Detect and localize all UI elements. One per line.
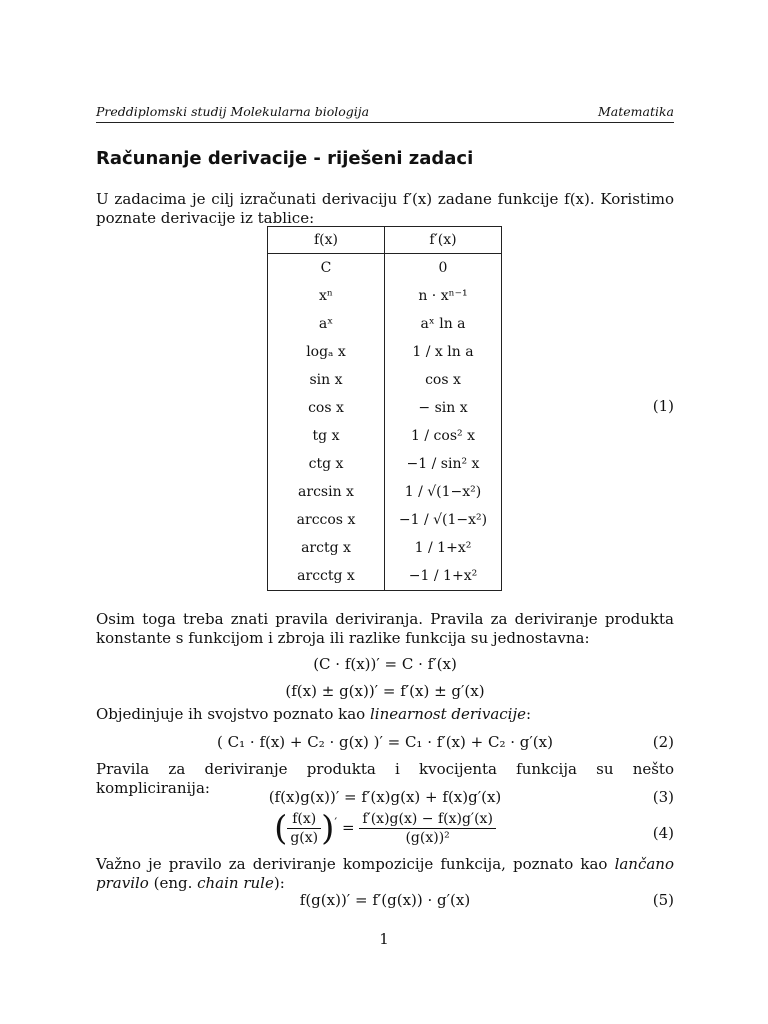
equation-number-4: (4) xyxy=(652,824,674,842)
table-cell: xⁿ xyxy=(268,282,385,310)
equation-sum-rule: (f(x) ± g(x))′ = f′(x) ± g′(x) xyxy=(285,682,485,700)
table-cell: 0 xyxy=(385,254,502,283)
text: : xyxy=(526,705,532,723)
table-cell: − sin x xyxy=(385,394,502,422)
table-cell: arctg x xyxy=(268,534,385,562)
table-cell: 1 / x ln a xyxy=(385,338,502,366)
text: (eng. xyxy=(148,874,198,892)
text: ): xyxy=(273,874,285,892)
equation-chain-rule: f(g(x))′ = f′(g(x)) · g′(x) xyxy=(299,891,471,909)
equation-product-rule: (f(x)g(x))′ = f′(x)g(x) + f(x)g′(x) xyxy=(268,788,502,806)
equation-constant-rule: (C · f(x))′ = C · f′(x) xyxy=(313,655,457,673)
table-cell: sin x xyxy=(268,366,385,394)
equation-number-2: (2) xyxy=(652,733,674,751)
table-head-f: f(x) xyxy=(268,227,385,254)
equation-number-1: (1) xyxy=(652,397,674,415)
header-right: Matematika xyxy=(597,104,674,119)
table-cell: ctg x xyxy=(268,450,385,478)
linearity-paragraph xyxy=(96,705,674,724)
table-cell: aˣ xyxy=(268,310,385,338)
table-cell: 1 / 1+x² xyxy=(385,534,502,562)
lhs-denominator: g(x) xyxy=(290,830,319,846)
rhs-denominator: (g(x))² xyxy=(405,830,450,846)
table-cell: cos x xyxy=(268,394,385,422)
intro-paragraph: U zadacima je cilj izračunati derivaciju f′(x) zadane funkcije f(x). Koristimo poznate derivacije iz tablice: xyxy=(96,190,674,227)
table-cell: aˣ ln a xyxy=(385,310,502,338)
header-rule xyxy=(96,122,674,123)
table-cell: 1 / cos² x xyxy=(385,422,502,450)
equation-quotient-rule xyxy=(96,810,674,847)
table-cell: arcctg x xyxy=(268,562,385,591)
chain-rule-paragraph xyxy=(96,855,674,893)
rhs-fraction xyxy=(359,810,496,847)
table-cell: −1 / 1+x² xyxy=(385,562,502,591)
equation-number-5: (5) xyxy=(652,891,674,909)
page-number: 1 xyxy=(379,930,389,948)
table-cell: −1 / √(1−x²) xyxy=(385,506,502,534)
equation-linearity: ( C₁ · f(x) + C₂ · g(x) )′ = C₁ · f′(x) + C₂ · g′(x) xyxy=(217,733,553,751)
rules-paragraph: Osim toga treba znati pravila deriviranja. Pravila za deriviranje produkta konstante s funkcijom i zbroja ili razlike funkcija su jednostavna: xyxy=(96,610,674,647)
right-paren: ) xyxy=(321,808,335,849)
text: Važno je pravilo za deriviranje kompozicije funkcija, poznato kao xyxy=(96,855,615,873)
lhs-numerator: f(x) xyxy=(287,810,321,829)
table-head-fprime: f′(x) xyxy=(385,227,502,254)
header-left: Preddiplomski studij Molekularna biologija xyxy=(96,104,370,119)
product-quotient-paragraph: Pravila za deriviranje produkta i kvocijenta funkcija su nešto kompliciranija: xyxy=(96,760,674,797)
table-cell: −1 / sin² x xyxy=(385,450,502,478)
table-cell: C xyxy=(268,254,385,283)
table-cell: arcsin x xyxy=(268,478,385,506)
emphasis: lančano pravilo xyxy=(96,855,674,892)
lhs-fraction xyxy=(287,810,321,847)
equation-number-3: (3) xyxy=(652,788,674,806)
table-cell: tg x xyxy=(268,422,385,450)
left-paren: ( xyxy=(274,808,288,849)
table-cell: 1 / √(1−x²) xyxy=(385,478,502,506)
prime-mark: ′ xyxy=(334,814,338,830)
text: Objedinjuje ih svojstvo poznato kao xyxy=(96,705,370,723)
table-cell: arccos x xyxy=(268,506,385,534)
derivative-table xyxy=(267,226,502,591)
rhs-numerator: f′(x)g(x) − f(x)g′(x) xyxy=(359,810,496,829)
table-cell: logₐ x xyxy=(268,338,385,366)
emphasis: chain rule xyxy=(197,874,274,892)
equals-sign: = xyxy=(342,818,355,837)
page-title: Računanje derivacije - riješeni zadaci xyxy=(96,148,474,169)
running-header xyxy=(96,104,674,119)
table-cell: n · xⁿ⁻¹ xyxy=(385,282,502,310)
emphasis: linearnost derivacije xyxy=(369,705,527,723)
table-cell: cos x xyxy=(385,366,502,394)
